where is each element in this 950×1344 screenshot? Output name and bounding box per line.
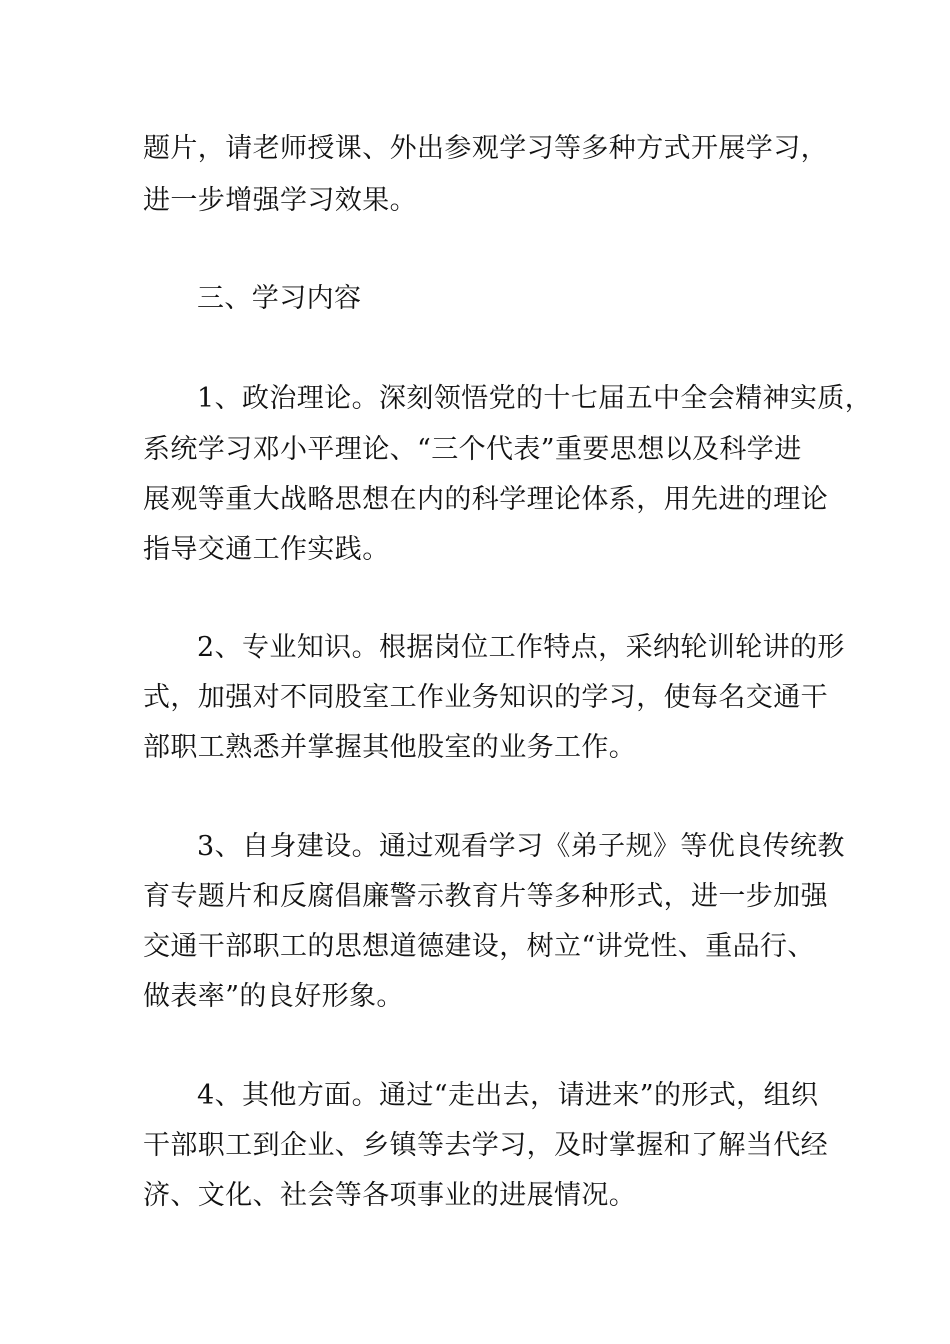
item-2-line-1: 2、专业知识。根据岗位工作特点，采纳轮训轮讲的形 bbox=[197, 632, 845, 663]
item-4-line-3: 济、文化、社会等各项事业的进展情况。 bbox=[143, 1180, 637, 1211]
item-4-line-1: 4、其他方面。通过“走出去，请进来”的形式，组织 bbox=[197, 1080, 819, 1111]
item-1-line-3: 展观等重大战略思想在内的科学理论体系，用先进的理论 bbox=[143, 484, 828, 515]
section-heading: 三、学习内容 bbox=[197, 283, 362, 314]
item-1-line-2: 系统学习邓小平理论、“三个代表”重要思想以及科学进 bbox=[143, 434, 802, 465]
item-4-line-2: 干部职工到企业、乡镇等去学习，及时掌握和了解当代经 bbox=[143, 1130, 828, 1161]
item-3-line-1: 3、自身建设。通过观看学习《弟子规》等优良传统教 bbox=[197, 831, 845, 862]
item-3-line-2: 育专题片和反腐倡廉警示教育片等多种形式，进一步加强 bbox=[143, 881, 828, 912]
item-2-line-2: 式，加强对不同股室工作业务知识的学习，使每名交通干 bbox=[143, 682, 828, 713]
intro-line-2: 进一步增强学习效果。 bbox=[143, 185, 417, 216]
intro-line-1: 题片，请老师授课、外出参观学习等多种方式开展学习， bbox=[143, 133, 828, 164]
item-3-line-4: 做表率”的良好形象。 bbox=[143, 981, 404, 1012]
item-1-line-4: 指导交通工作实践。 bbox=[143, 534, 390, 565]
item-3-line-3: 交通干部职工的思想道德建设，树立“讲党性、重品行、 bbox=[143, 931, 815, 962]
item-2-line-3: 部职工熟悉并掌握其他股室的业务工作。 bbox=[143, 732, 637, 763]
item-1-line-1: 1、政治理论。深刻领悟党的十七届五中全会精神实质， bbox=[197, 383, 873, 414]
